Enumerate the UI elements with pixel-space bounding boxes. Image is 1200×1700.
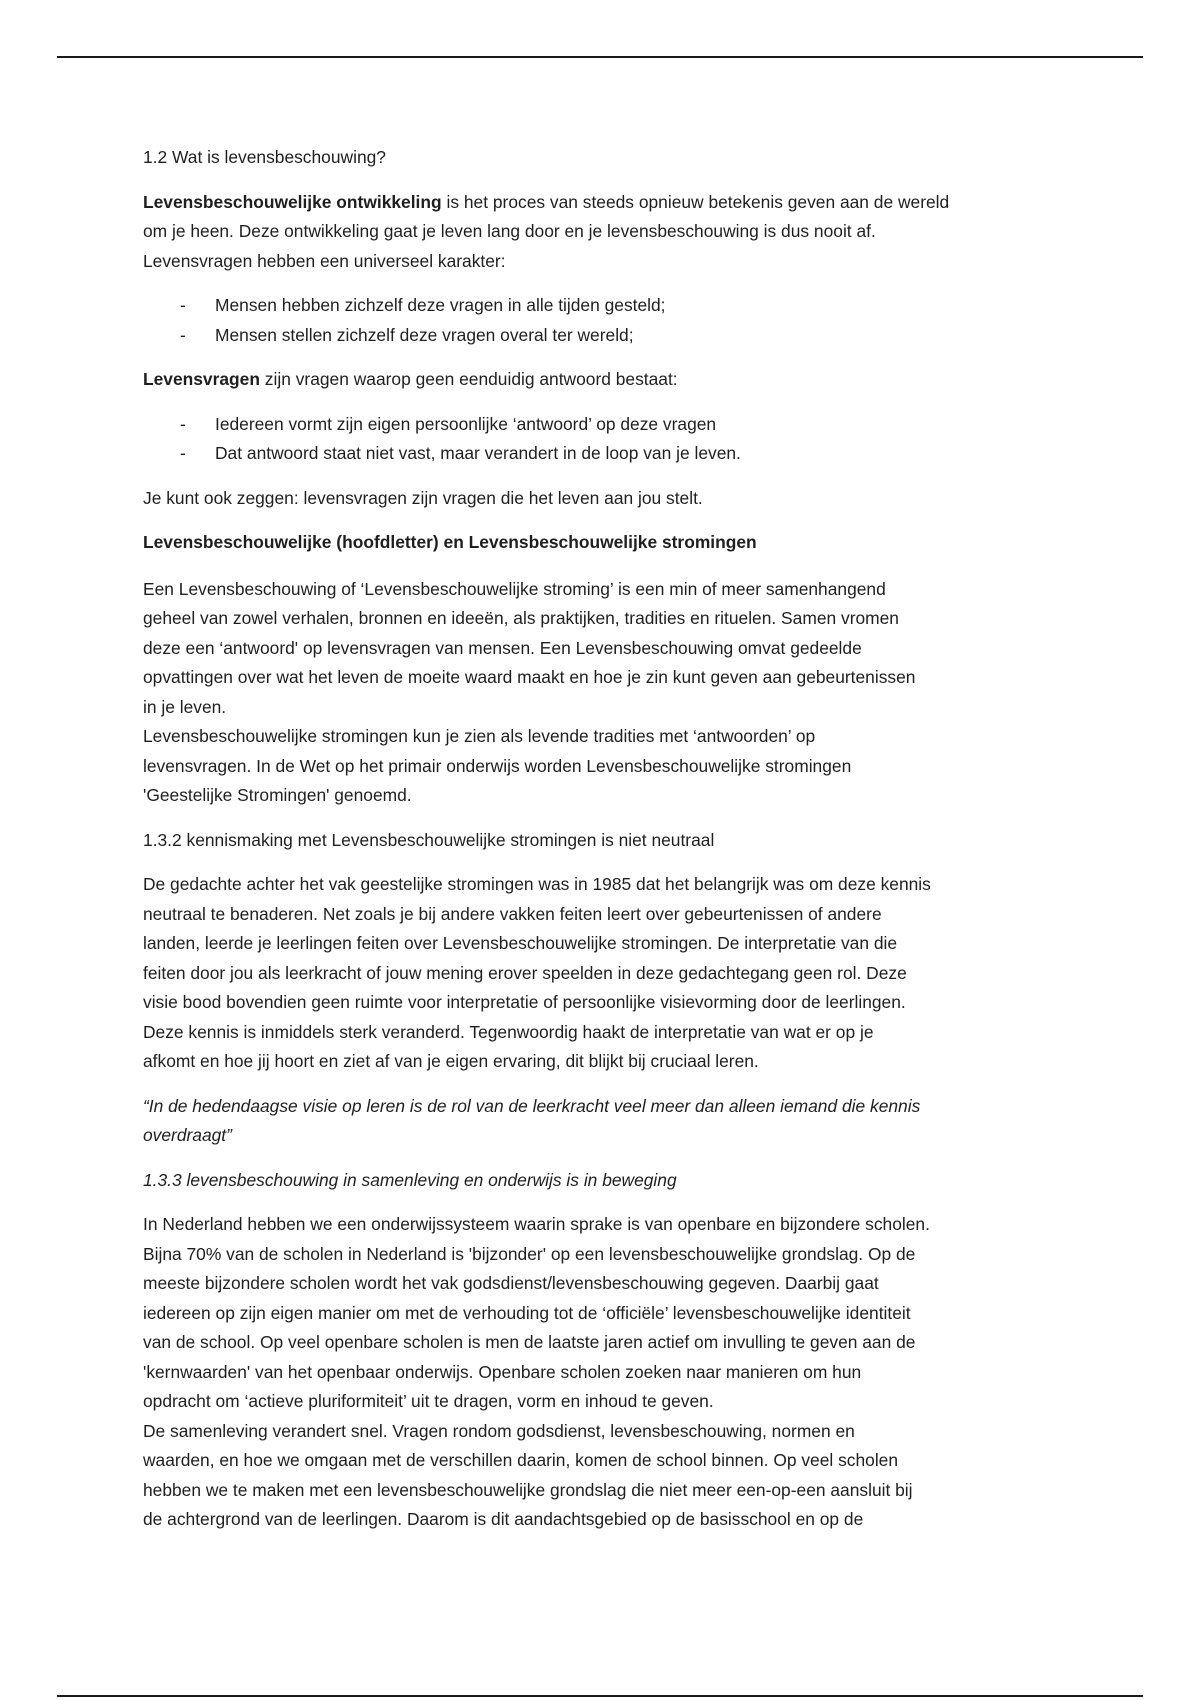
text-line: “In de hedendaagse visie op leren is de rol van de leerkracht veel meer dan alleen iemand die kennis [143,1095,921,1116]
text-line: van de school. Op veel openbare scholen is men de laatste jaren actief om invulling te geven aan de [143,1332,916,1352]
text-line: overdraagt” [143,1125,232,1145]
text-line: opdracht om ‘actieve pluriformiteit’ uit te dragen, vorm en inhoud te geven. [143,1391,714,1411]
text-line: Levensvragen hebben een universeel karakter: [143,250,506,271]
list-item: - Mensen hebben zichzelf deze vragen in alle tijden gesteld; [215,291,1063,321]
text-line: Levensbeschouwelijke stromingen kun je zien als levende tradities met ‘antwoorden’ op [143,726,816,746]
list-item: - Mensen stellen zichzelf deze vragen overal ter wereld; [215,321,1063,351]
text-line: de achtergrond van de leerlingen. Daarom is dit aandachtsgebied op de basisschool en op de [143,1509,864,1529]
section-heading-1-3-2: 1.3.2 kennismaking met Levensbeschouwelijke stromingen is niet neutraal [143,829,715,850]
text-line: De gedachte achter het vak geestelijke stromingen was in 1985 dat het belangrijk was om deze kennis [143,874,931,894]
text-line: 'kernwaarden' van het openbaar onderwijs. Openbare scholen zoeken naar manieren om hun [143,1361,862,1382]
bullet-list-antwoord [143,410,1063,469]
text-line: In Nederland hebben we een onderwijssysteem waarin sprake is van openbare en bijzondere scholen. [143,1214,930,1234]
text-line: iedereen op zijn eigen manier om met de verhouding tot de ‘officiële’ levensbeschouwelijke identiteit [143,1302,911,1323]
text-line: Bijna 70% van de scholen in Nederland is 'bijzonder' op een levensbeschouwelijke grondslag. Op de [143,1243,916,1264]
paragraph-levensvragen [143,365,1063,395]
text-line: hebben we te maken met een levensbeschouwelijke grondslag die niet meer een-op-een aansluit bij [143,1479,913,1500]
text-line: opvattingen over wat het leven de moeite waard maakt en hoe je zin kunt geven aan gebeurtenissen [143,667,916,687]
text-line: deze een ‘antwoord' op levensvragen van mensen. Een Levensbeschouwing omvat gedeelde [143,637,862,658]
text-line: 'Geestelijke Stromingen' genoemd. [143,785,412,805]
paragraph-geestelijke-stromingen [143,870,1063,1077]
bold-subheading: Levensbeschouwelijke (hoofdletter) en Levensbeschouwelijke stromingen [143,532,757,552]
bold-term: Levensvragen [143,369,260,389]
section-heading-1-3-3: 1.3.3 levensbeschouwing in samenleving en onderwijs is in beweging [143,1169,677,1190]
paragraph-levensbeschouwelijke-ontwikkeling [143,188,1063,277]
text-line: geheel van zowel verhalen, bronnen en ideeën, als praktijken, tradities en rituelen. Samen vromen [143,608,899,628]
text-span: is het proces van steeds opnieuw betekenis geven aan de wereld [441,191,950,212]
text-line: Een Levensbeschouwing of ‘Levensbeschouwelijke stroming’ is een min of meer samenhangend [143,578,886,599]
text-line: levensvragen. In de Wet op het primair onderwijs worden Levensbeschouwelijke stromingen [143,755,852,776]
list-item: - Iedereen vormt zijn eigen persoonlijke ‘antwoord’ op deze vragen [215,410,1063,440]
paragraph-levensbeschouwing-definitie [143,575,1063,811]
text-line: visie bood bovendien geen ruimte voor interpretatie of persoonlijke visievorming door de leerlingen. [143,992,906,1012]
text-line: landen, leerde je leerlingen feiten over Levensbeschouwelijke stromingen. De interpretatie van die [143,933,898,953]
list-item: - Dat antwoord staat niet vast, maar verandert in de loop van je leven. [215,439,1063,469]
document-body [143,143,1063,1535]
bold-term: Levensbeschouwelijke ontwikkeling [143,191,442,212]
paragraph-levensvragen-stelt: Je kunt ook zeggen: levensvragen zijn vragen die het leven aan jou stelt. [143,487,703,508]
text-line: feiten door jou als leerkracht of jouw mening erover speelden in deze gedachtegang geen rol. Deze [143,962,907,983]
footer-rule [57,1695,1143,1697]
text-line: waarden, en hoe we omgaan met de verschillen daarin, komen de school binnen. Op veel scholen [143,1450,899,1470]
section-heading-1-2: 1.2 Wat is levensbeschouwing? [143,147,386,167]
text-line: Deze kennis is inmiddels sterk veranderd. Tegenwoordig haakt de interpretatie van wat er op je [143,1021,874,1042]
text-line: in je leven. [143,696,227,717]
bullet-list-universeel [143,291,1063,350]
paragraph-onderwijssysteem [143,1210,1063,1535]
text-line: afkomt en hoe jij hoort en ziet af van je eigen ervaring, dit blijkt bij cruciaal leren. [143,1051,759,1071]
text-line: De samenleving verandert snel. Vragen rondom godsdienst, levensbeschouwing, normen en [143,1420,855,1441]
text-span: zijn vragen waarop geen eenduidig antwoord bestaat: [259,369,678,389]
header-rule [57,56,1143,58]
text-line: om je heen. Deze ontwikkeling gaat je leven lang door en je levensbeschouwing is dus nooit af. [143,221,876,241]
text-line: meeste bijzondere scholen wordt het vak godsdienst/levensbeschouwing gegeven. Daarbij gaat [143,1273,879,1293]
quote-paragraph [143,1092,1063,1151]
text-line: neutraal te benaderen. Net zoals je bij andere vakken feiten leert over gebeurtenissen of andere [143,903,882,924]
